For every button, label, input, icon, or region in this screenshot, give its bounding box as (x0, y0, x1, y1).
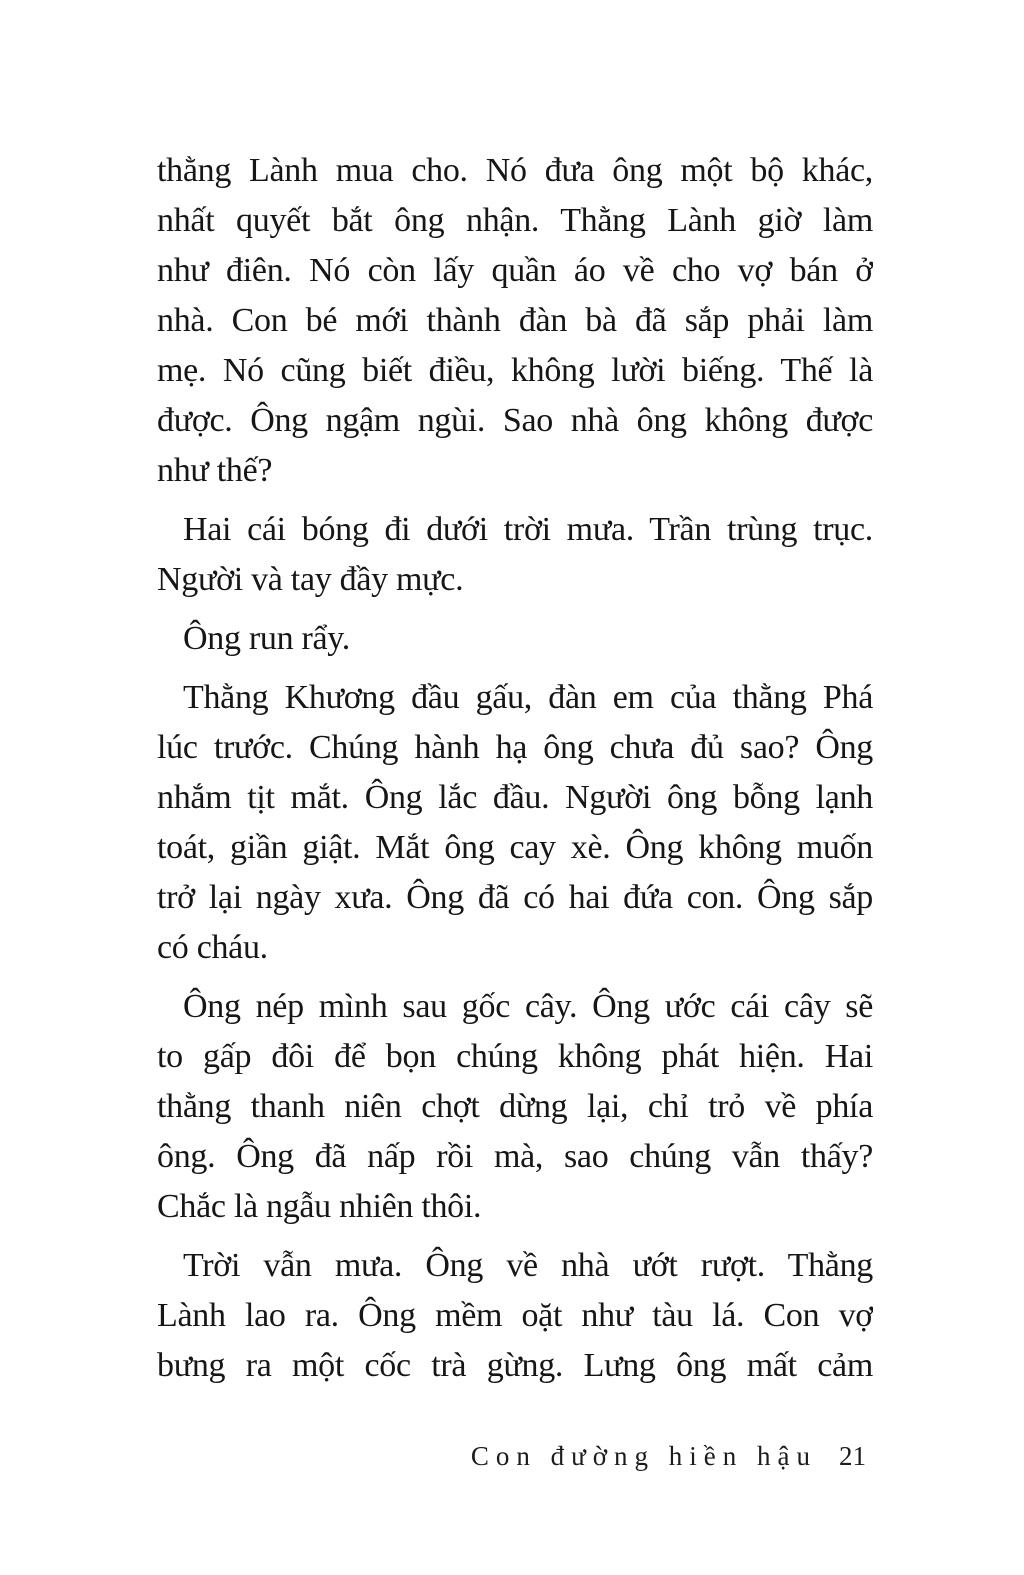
running-title: Con đường hiền hậu (470, 1441, 817, 1471)
text-line: có cháu. (157, 929, 268, 966)
text-line: như điên. Nó còn lấy quần áo về cho vợ bán ở (157, 252, 873, 289)
text-line: Ông nép mình sau gốc cây. Ông ước cái cây sẽ (183, 988, 873, 1025)
paragraph (157, 673, 873, 973)
text-line: ông. Ông đã nấp rồi mà, sao chúng vẫn thấy? (157, 1138, 873, 1175)
text-line: Hai cái bóng đi dưới trời mưa. Trần trùng trục. (183, 511, 873, 548)
text-line: Trời vẫn mưa. Ông về nhà ướt rượt. Thằng (183, 1247, 873, 1284)
text-line: Người và tay đầy mực. (157, 561, 464, 598)
text-line: nhà. Con bé mới thành đàn bà đã sắp phải làm (157, 302, 873, 339)
paragraph (157, 614, 873, 664)
paragraph (157, 146, 873, 496)
text-line: nhắm tịt mắt. Ông lắc đầu. Người ông bỗng lạnh (157, 779, 873, 816)
text-line: bưng ra một cốc trà gừng. Lưng ông mất cảm (157, 1347, 873, 1384)
page-number: 21 (839, 1441, 866, 1471)
paragraph (157, 1241, 873, 1391)
page-footer (471, 1438, 866, 1474)
text-line: nhất quyết bắt ông nhận. Thằng Lành giờ làm (157, 202, 873, 239)
text-line: được. Ông ngậm ngùi. Sao nhà ông không được (157, 402, 873, 439)
text-line: lúc trước. Chúng hành hạ ông chưa đủ sao? Ông (157, 729, 873, 766)
text-line: thằng thanh niên chợt dừng lại, chỉ trỏ về phía (157, 1088, 873, 1125)
paragraph (157, 505, 873, 605)
text-line: Lành lao ra. Ông mềm oặt như tàu lá. Con vợ (157, 1297, 873, 1334)
text-line: Thằng Khương đầu gấu, đàn em của thằng Phá (183, 679, 873, 716)
text-line: như thế? (157, 452, 273, 489)
text-line: Chắc là ngẫu nhiên thôi. (157, 1188, 482, 1225)
text-line: to gấp đôi để bọn chúng không phát hiện. Hai (157, 1038, 873, 1075)
text-line: mẹ. Nó cũng biết điều, không lười biếng. Thế là (157, 352, 873, 389)
text-line: toát, giần giật. Mắt ông cay xè. Ông không muốn (157, 829, 873, 866)
text-line: trở lại ngày xưa. Ông đã có hai đứa con. Ông sắp (157, 879, 873, 916)
text-block (157, 146, 873, 1391)
text-line: Ông run rẩy. (183, 620, 350, 657)
paragraph (157, 982, 873, 1232)
text-line: thằng Lành mua cho. Nó đưa ông một bộ khác, (157, 152, 873, 189)
